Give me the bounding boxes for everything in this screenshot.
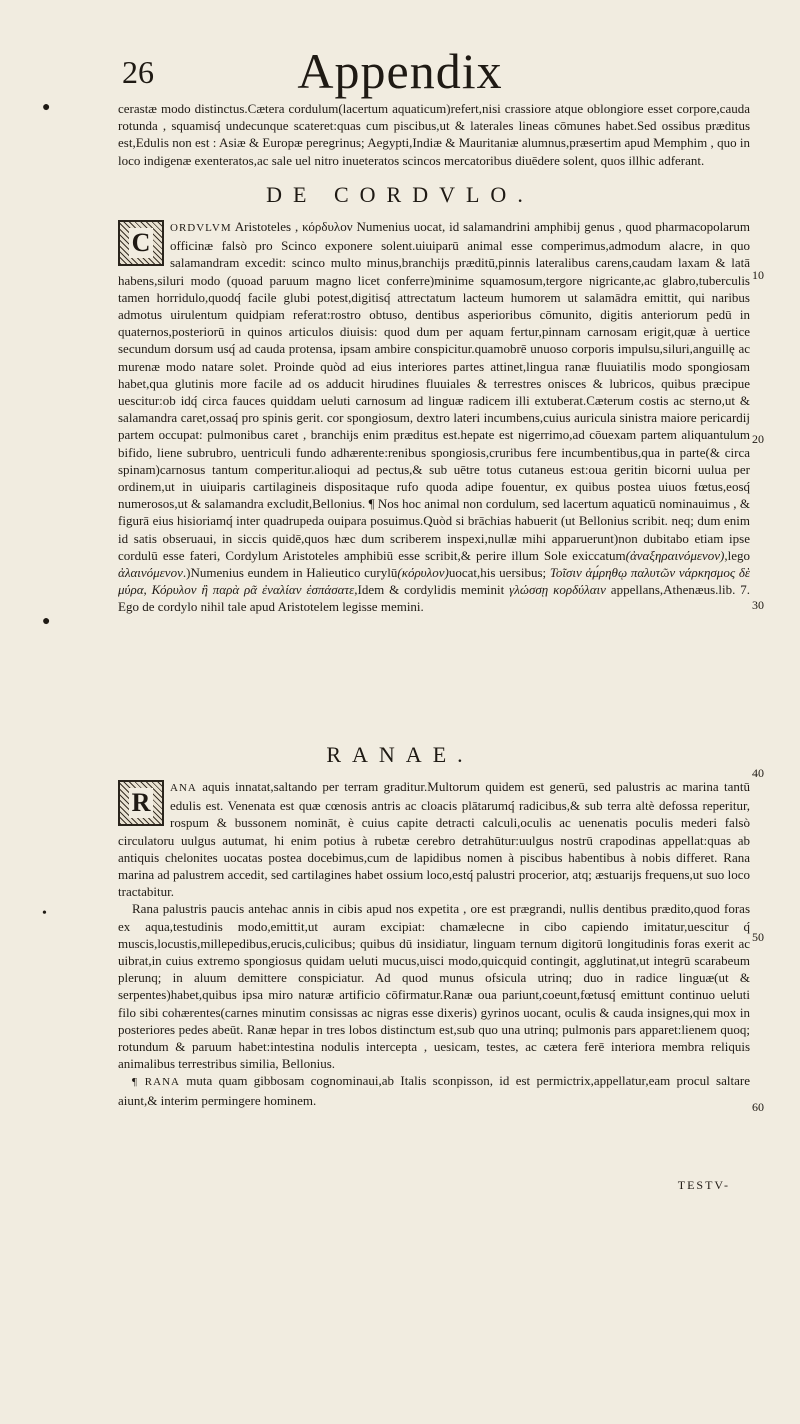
ranae-paragraph-2: Rana palustris paucis antehac annis in cibis apud nos expetita , ore est prægrandi, nullis dentibus prædito,quod foras ex aqua,testudinis modo,emittit,ut auram excipiat: chamælecne in cibo capiendo imitatur,uescitur q́ muscis,locustis,millepedibus,erucis,culicibus; quibus dū insidiatur, linguam ternum digitorū longitudinis foras exerit ac uibrat,in cuius extremo spongiosus quidam ueluti mucus,uisci modo,quicquid contingit, agglutinat,ut integrū scarabeum plerunq; in aluum demittere conspiciatur. Ad quod munus ofsicula utrinq; duo in radice linguæ(ut & serpentes)habet,quibus ipsa miro naturæ artificio cōfirmatur.Ranæ oua pariunt,coeunt,fœtusq́ emittunt continuo ueluti filo sibi cohærentes(carnes minutim consissas ac nigras esse dixeris) gyrinos uocant, oculis & cauda insignes,qui mox in posteriores pedes abeūt. Ranæ hepar in tres lobos distinctum est,sub quo una utrinq; pulmonis pars apparet:lienem quoq; rotundum & paruum habet:intestina nodulis intercepta , uesicam, testes, ac cætera ferē interiora membra reliquis animalibus terrestribus similia, Bellonius. <box>118 901 750 1072</box>
paragraph-text: cerastæ modo distinctus.Cætera cordulum(lacertum aquaticum)refert,nisi crassiore atque oblongiore esset corpore,cauda rotunda , squamisq́ undecunque scateret:quas cum piscibus,ut & laterales lineas cōmunes habet.Sed ossibus præditus est,Edulis non est : Asiæ & Europæ peregrinus; Aegypti,Indiæ & Mauritaniæ alumnus,præsertim apud Memphim , quo in loco indigenæ exenteratos,ac sale uel nitro inueteratos scincos mercatoribus diuēdere solent, quos illhic adferant. <box>118 101 750 168</box>
margin-bullet: ● <box>42 100 51 115</box>
greek-term: (κόρυλον) <box>397 565 449 581</box>
page-number: 26 <box>122 54 154 90</box>
cordulo-body-6: appellans,Athenæus.lib. 7. Ego de cordylo nihil tale apud Aristotelem legisse memini. <box>118 582 750 615</box>
section-title-cordulo: DE CORDVLO. <box>266 182 534 207</box>
cordulo-body-2: ,lego <box>724 547 750 563</box>
lead-word: ORDVLVM <box>170 222 232 234</box>
margin-line-number: 10 <box>752 268 764 282</box>
ranae-section <box>118 778 750 1109</box>
lead-word: ANA <box>170 782 197 794</box>
greek-term: ἀλαινόμενον <box>118 565 183 581</box>
margin-bullet: • <box>42 906 47 921</box>
section-title-ranae: RANAE. <box>326 742 474 767</box>
decorated-initial: C <box>118 220 164 266</box>
margin-line-number: 30 <box>752 598 764 612</box>
cordulo-body-3: .)Numenius eundem in Halieutico curylū <box>182 565 398 581</box>
running-head: Appendix <box>297 43 503 99</box>
cordulo-body-4: uocat,his uersibus; <box>448 565 550 581</box>
margin-line-number: 40 <box>752 766 764 780</box>
cordulo-section <box>118 218 750 616</box>
paragraph-mark: ¶ RANA <box>132 1076 180 1089</box>
cordulo-body: Aristoteles , κόρδυλον Numenius uocat, id salamandrini amphibij genus , quod pharmacopolarum officinæ falsò pro Scinco exponere solent.uiuiparū animal esse comperimus,admodum alacre, in quo salamandram excedit: scinco multo minus,branchijs præditū,pinnis lateralibus carens,caudam laxam & latā habens,siluri modo (quoad paruum magno licet conferre)minime squamosum,tergore nigricante,ac glabro,tuberculis tamen horridulo,quodq́ facile glubi potest,digitisq́ attrectatum lacteum humorem ut salamādra emittit, qui naribus admotus uirulentum quidpiam referat:rostro obtuso, dentibus asperioribus cōmunito, digitis anteriorum pedū in quaternos,posteriorū in quinos articulos diuisis: quod dum per aquam fertur,pinnam carnosam erigit,quæ à uertice secundum dorsum usq́ ad cauda protensa, ipsam ambire conspicitur.quamobrē unuoso corporis impulsu,siluri,anguillę ac murenæ modo natare solet. Proinde quòd ad eius interiores partes attinet,lingua ranæ fluuiatilis modo spongiosam habet,qua glutinis more facile ad os adducit hirudines fluuiales & terrestres onisces & lubricos, quibus præcipue uescitur:ob idq́ circa fauces quiddam ueluti carnosum ad linguæ radicem illi extuberat.Cæterum costis ac sterno,ut & salamandra caret,ossaq́ pro spinis gerit. cor spongiosum, dextro lateri incumbens,cuius auricula sinistra maiore pericardij partem occupat: pulmonibus caret , branchijs enim præditus est.hepate est nigerrimo,ad cōuexam partem aliquantulum bifido, liene subrubro, uentriculi fundo adhærente:renibus spongiosis,cruribus fere incumbentibus,qua in parte(& circa spinam)carnosus tantum comperitur.alioqui ad pectus,& sub uētre totus cutaneus est:oua geritin bicorni uulua per ordinem,ut in uiuiparis cartilagineis dispositaque rufo quoda adipe fouentur, ex quibus postea uiuos fœtus,eosq́ numerosos,ut & salamandra excludit,Bellonius. ¶ Nos hoc animal non cordulum, sed lacertum aquaticū nominauimus , & figurā eius hisioriamq́ inter quadrupeda ouipara posuimus.Quòd si brāchias habuerit (ut Bellonius scribit. neq; dum enim id satis obseruaui, in siccis quidē,quos hæc dum scriberem inspexi,nullæ mihi apparuerunt)non dubitabo etiam ipse cordulū esse fateri, Cordylum Aristoteles amphibiū esse scribit,& perire illum Sole exiccatum <box>118 219 750 563</box>
margin-line-number: 20 <box>752 432 764 446</box>
greek-term: (ἀναξηραινόμενον) <box>625 547 725 563</box>
margin-line-number: 60 <box>752 1100 764 1114</box>
margin-bullet: ● <box>42 614 51 629</box>
greek-verse: Τοῖσιν ἀμ́ρηθῳ παλυτῶν νάρκησμος δὲ μύρα, Κόρυλον ἢ παρὰ ρᾶ ἐναλίαν ἐσπάσατε <box>118 565 750 598</box>
page-header <box>0 42 800 102</box>
margin-line-number: 50 <box>752 930 764 944</box>
top-paragraph <box>118 100 750 169</box>
catchword: TESTV- <box>677 1178 730 1192</box>
greek-term: γλώσσῃ κορδύλαιν <box>509 582 606 598</box>
ranae-paragraph-3: muta quam gibbosam cognominaui,ab Italis sconpisson, id est permictrix,appellatur,eam procul saltare aiunt,& interim permingere hominem. <box>118 1073 750 1108</box>
cordulo-body-5: ,Idem & cordylidis meminit <box>354 582 510 598</box>
decorated-initial: R <box>118 780 164 826</box>
ranae-paragraph-1: aquis innatat,saltando per terram graditur.Multorum quidem est generū, sed palustris ac marina tantū edulis est. Venenata est quæ cœnosis antris ac cloacis plātarumq́ radicibus,& sub terra altè defossa reperitur, rospum & bussonem nomināt, è cuius capite detracti calculi,oculis ac uenenatis poculis mederi falsò circulatoru uulgus autumat, hi enim potius à rubetæ cerebro detrahūtur:uulgus nostrū crapodinas appellat:quas ab antiquis chelonites uocatas postea docebimus,cum de lapidibus nomen à piscibus habentibus à nobis differet. Rana marina ad palustrem accedit, sed cartilagines habet ossium loco,estq́ palustri procerior, atq; æstuarijs frequens,ut suo loco tractabitur. <box>118 779 750 900</box>
